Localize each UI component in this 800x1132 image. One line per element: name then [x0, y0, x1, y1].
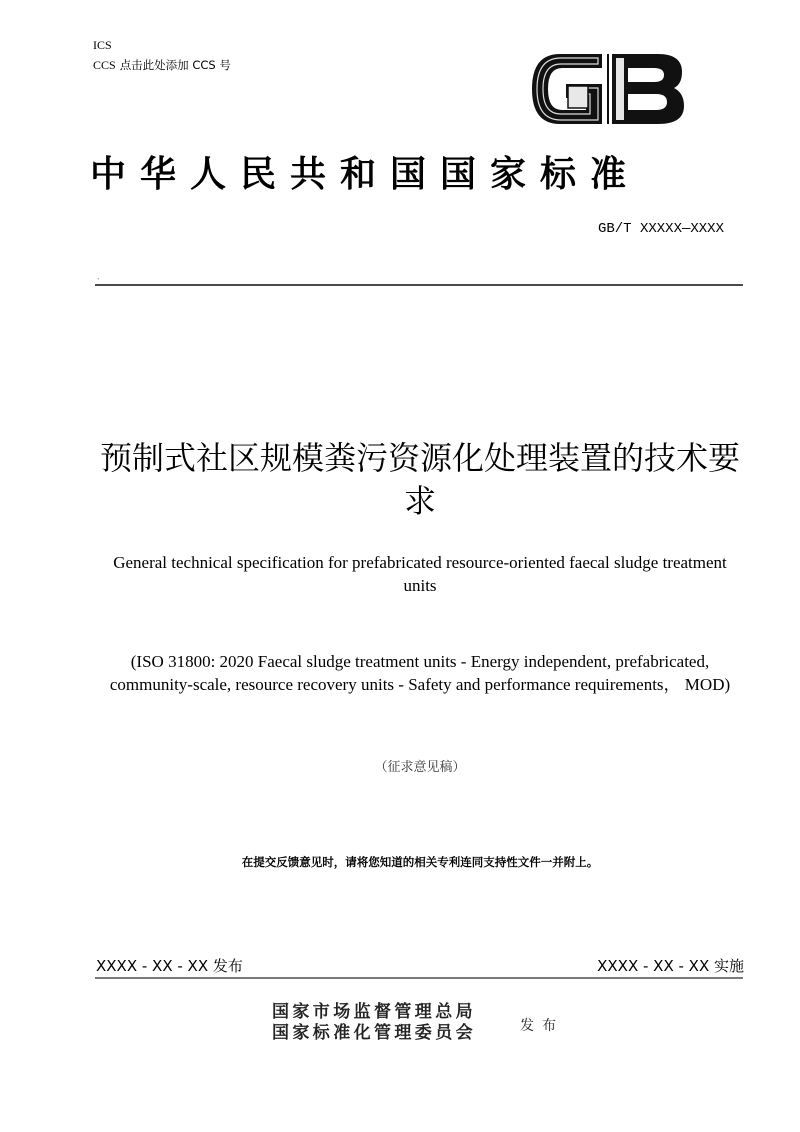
document-title-zh: 预制式社区规模粪污资源化处理装置的技术要求	[99, 439, 740, 520]
draft-status-label: （征求意见稿）	[374, 760, 466, 775]
ccs-line	[93, 58, 231, 73]
implementation-date: XXXX - XX - XX 实施	[597, 957, 744, 975]
issuing-authorities	[272, 1002, 476, 1044]
ccs-placeholder[interactable]: 点击此处添加 CCS 号	[119, 58, 231, 72]
patent-notice: 在提交反馈意见时，请将您知道的相关专利连同支持性文件一并附上。	[241, 855, 599, 869]
standard-number: GB/T XXXXX—XXXX	[597, 221, 724, 237]
iso-reference: (ISO 31800: 2020 Faecal sludge treatment units - Energy independent, prefabricated, community-scale, resource recovery units - Safety and performance requirements， MOD)	[109, 652, 731, 694]
issue-date: XXXX - XX - XX 发布	[96, 957, 243, 975]
issuer-sac: 国家标准化管理委员会	[272, 1023, 476, 1043]
national-standard-title: 中华人民共和国国家标准	[90, 154, 641, 195]
ccs-label: CCS	[93, 58, 116, 72]
document-title-en: General technical specification for prefabricated resource-oriented faecal sludge treatment units	[113, 553, 727, 595]
top-divider	[95, 284, 743, 286]
bottom-divider	[95, 977, 743, 979]
stray-mark: `	[97, 277, 100, 286]
ics-label: ICS	[93, 38, 112, 52]
issued-by-label: 发布	[520, 1018, 564, 1034]
issuer-samr: 国家市场监督管理总局	[272, 1002, 476, 1022]
gb-logo-icon	[528, 48, 688, 130]
